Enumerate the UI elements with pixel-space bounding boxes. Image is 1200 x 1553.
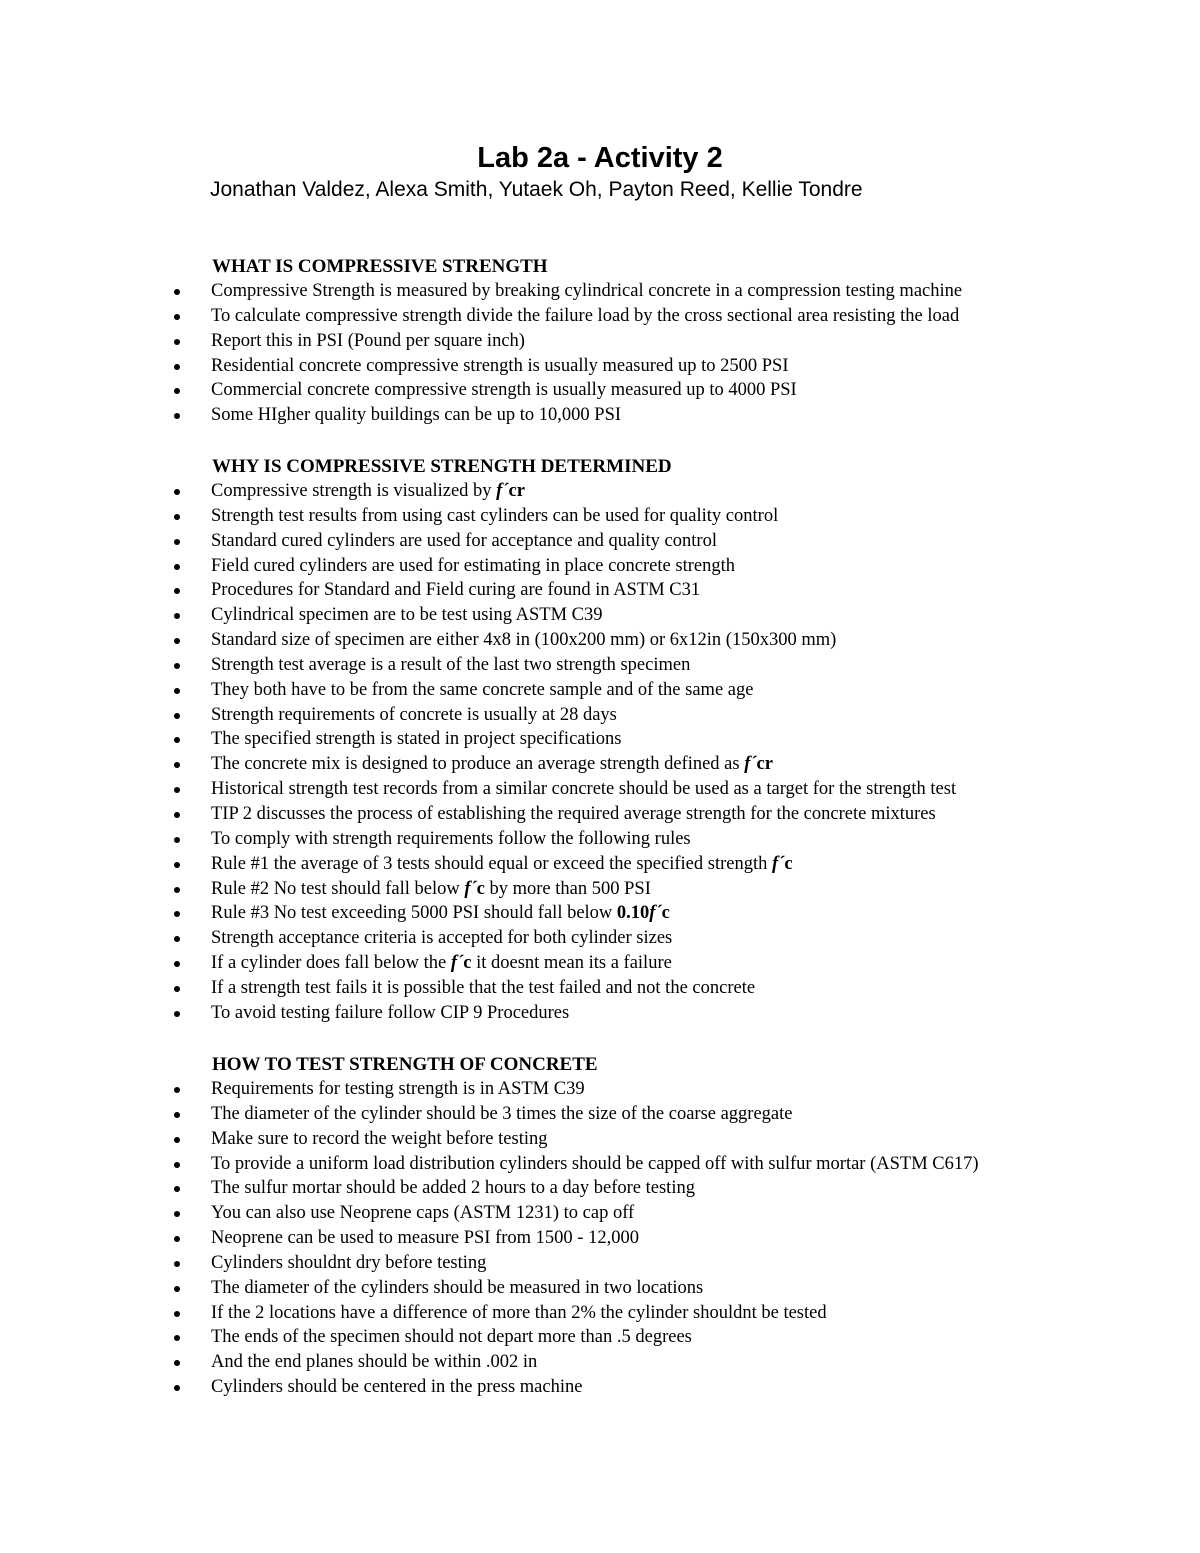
bullet-icon xyxy=(174,762,180,768)
bullet-icon xyxy=(174,1311,180,1317)
formula-symbol: f´ xyxy=(464,878,477,899)
list-item xyxy=(0,1201,1200,1226)
bullet-icon xyxy=(174,564,180,570)
section-heading: HOW TO TEST STRENGTH OF CONCRETE xyxy=(212,1054,598,1075)
list-item-text: Requirements for testing strength is in ASTM C39 xyxy=(211,1079,585,1099)
bullet-icon xyxy=(174,986,180,992)
list-item-text: TIP 2 discusses the process of establishing the required average strength for the concrete mixtures xyxy=(211,803,936,824)
list-item-text: They both have to be from the same concrete sample and of the same age xyxy=(211,679,754,700)
bullet-icon xyxy=(174,1112,180,1118)
bullet-icon xyxy=(174,713,180,719)
bullet-icon xyxy=(174,812,180,818)
list-item xyxy=(0,877,1200,902)
list-item-text: The diameter of the cylinders should be measured in two locations xyxy=(211,1277,704,1298)
bullet-icon xyxy=(174,1087,180,1093)
list-item-text: Strength acceptance criteria is accepted for both cylinder sizes xyxy=(211,928,673,949)
list-item xyxy=(0,777,1200,802)
list-item-text: If a strength test fails it is possible that the test failed and not the concrete xyxy=(211,977,756,998)
list-item-text: Commercial concrete compressive strength is usually measured up to 4000 PSI xyxy=(211,380,797,401)
list-item xyxy=(0,1251,1200,1276)
bullet-icon xyxy=(174,339,180,345)
bullet-icon xyxy=(174,961,180,967)
list-item xyxy=(0,1226,1200,1251)
bullet-icon xyxy=(174,887,180,893)
list-item xyxy=(0,279,1200,304)
formula-subscript: c xyxy=(476,878,485,899)
bullet-icon xyxy=(174,1360,180,1366)
list-item-text: Historical strength test records from a similar concrete should be used as a target for the strength test xyxy=(211,779,957,800)
list-item xyxy=(0,1325,1200,1350)
list-item-text: Rule #3 No test exceeding 5000 PSI should fall below xyxy=(211,903,617,924)
list-item-text: The specified strength is stated in project specifications xyxy=(211,729,622,750)
bullet-icon xyxy=(174,613,180,619)
formula-coefficient: 0.10 xyxy=(616,903,650,924)
bullet-icon xyxy=(174,1261,180,1267)
list-item-text: Strength test average is a result of the last two strength specimen xyxy=(211,654,691,675)
bullet-icon xyxy=(174,1186,180,1192)
list-item-text: Strength requirements of concrete is usually at 28 days xyxy=(211,704,617,725)
list-item xyxy=(0,752,1200,777)
list-item-text: Cylinders shouldnt dry before testing xyxy=(211,1252,487,1273)
list-item-text: Make sure to record the weight before testing xyxy=(211,1128,548,1149)
bullet-icon xyxy=(174,489,180,495)
bullet-icon xyxy=(174,388,180,394)
list-item xyxy=(0,703,1200,728)
list-item xyxy=(0,403,1200,428)
section-how-to-test-strength-of-concrete xyxy=(0,1052,1200,1400)
section-why-is-compressive-strength-determined xyxy=(0,454,1200,1026)
list-item-text: Report this in PSI (Pound per square inch) xyxy=(211,330,525,351)
list-item xyxy=(0,378,1200,403)
list-item xyxy=(0,354,1200,379)
list-item-text: Procedures for Standard and Field curing are found in ASTM C31 xyxy=(211,580,701,601)
section-what-is-compressive-strength xyxy=(0,254,1200,428)
list-item-text: To calculate compressive strength divide the failure load by the cross sectional area resisting the load xyxy=(211,305,960,326)
list-item xyxy=(0,529,1200,554)
list-item xyxy=(0,1276,1200,1301)
formula-subscript: c xyxy=(661,903,670,924)
list-item xyxy=(0,1077,1200,1102)
list-item-text: Some HIgher quality buildings can be up to 10,000 PSI xyxy=(211,405,622,426)
list-item-text: The ends of the specimen should not depart more than .5 degrees xyxy=(211,1327,692,1348)
bullet-icon xyxy=(174,314,180,320)
bullet-icon xyxy=(174,787,180,793)
bullet-list xyxy=(0,1077,1200,1400)
list-item-text-after: by more than 500 PSI xyxy=(484,878,651,899)
list-item-text: To comply with strength requirements follow the following rules xyxy=(211,828,691,849)
list-item xyxy=(0,901,1200,926)
document-title: Lab 2a - Activity 2 xyxy=(477,142,723,174)
bullet-icon xyxy=(174,1335,180,1341)
bullet-icon xyxy=(174,413,180,419)
section-heading: WHY IS COMPRESSIVE STRENGTH DETERMINED xyxy=(212,456,672,477)
list-item-text: Cylindrical specimen are to be test using ASTM C39 xyxy=(211,605,603,626)
formula-subscript: c xyxy=(784,853,793,874)
formula-subscript: cr xyxy=(508,481,525,501)
bullet-icon xyxy=(174,1286,180,1292)
bullet-icon xyxy=(174,663,180,669)
list-item xyxy=(0,504,1200,529)
bullet-icon xyxy=(174,737,180,743)
bullet-icon xyxy=(174,539,180,545)
bullet-icon xyxy=(174,837,180,843)
list-item xyxy=(0,951,1200,976)
bullet-icon xyxy=(174,911,180,917)
list-item-text: Cylinders should be centered in the press machine xyxy=(211,1377,583,1398)
list-item xyxy=(0,554,1200,579)
bullet-icon xyxy=(174,1385,180,1391)
bullet-list xyxy=(0,479,1200,1026)
bullet-icon xyxy=(174,862,180,868)
list-item xyxy=(0,329,1200,354)
list-item xyxy=(0,1375,1200,1400)
list-item-text: Field cured cylinders are used for estimating in place concrete strength xyxy=(211,555,735,576)
list-item xyxy=(0,1127,1200,1152)
bullet-icon xyxy=(174,688,180,694)
formula-symbol: f´ xyxy=(744,754,757,775)
list-item-text: If the 2 locations have a difference of more than 2% the cylinder shouldnt be tested xyxy=(211,1302,827,1323)
list-item xyxy=(0,479,1200,504)
list-item-text: Rule #1 the average of 3 tests should equal or exceed the specified strength xyxy=(211,853,772,874)
formula-symbol: f´ xyxy=(450,953,464,974)
bullet-icon xyxy=(174,936,180,942)
list-item xyxy=(0,1152,1200,1177)
list-item-text: To avoid testing failure follow CIP 9 Procedures xyxy=(211,1002,570,1023)
bullet-icon xyxy=(174,1236,180,1242)
author-list: Jonathan Valdez, Alexa Smith, Yutaek Oh, Payton Reed, Kellie Tondre xyxy=(210,178,863,201)
bullet-list xyxy=(0,279,1200,428)
list-item xyxy=(0,852,1200,877)
list-item-text: To provide a uniform load distribution cylinders should be capped off with sulfur mortar (ASTM C617) xyxy=(211,1153,979,1174)
list-item xyxy=(0,1176,1200,1201)
list-item xyxy=(0,827,1200,852)
list-item-text: Residential concrete compressive strength is usually measured up to 2500 PSI xyxy=(211,355,789,376)
formula-symbol: f´ xyxy=(649,903,662,924)
list-item xyxy=(0,603,1200,628)
list-item xyxy=(0,628,1200,653)
list-item-text: Rule #2 No test should fall below xyxy=(211,878,465,899)
list-item xyxy=(0,678,1200,703)
formula-symbol: f´ xyxy=(496,481,509,501)
bullet-icon xyxy=(174,364,180,370)
list-item xyxy=(0,926,1200,951)
bullet-icon xyxy=(174,1162,180,1168)
bullet-icon xyxy=(174,1211,180,1217)
list-item xyxy=(0,976,1200,1001)
list-item xyxy=(0,653,1200,678)
bullet-icon xyxy=(174,1011,180,1017)
bullet-icon xyxy=(174,289,180,295)
bullet-icon xyxy=(174,588,180,594)
list-item-text-after: it doesnt mean its a failure xyxy=(471,953,672,974)
list-item-text: Strength test results from using cast cylinders can be used for quality control xyxy=(211,505,779,526)
formula-subscript: cr xyxy=(756,754,773,775)
formula-subscript: c xyxy=(463,953,472,974)
list-item xyxy=(0,727,1200,752)
list-item xyxy=(0,1001,1200,1026)
list-item-text: Neoprene can be used to measure PSI from 1500 - 12,000 xyxy=(211,1228,639,1249)
bullet-icon xyxy=(174,638,180,644)
list-item-text: The sulfur mortar should be added 2 hours to a day before testing xyxy=(211,1178,695,1199)
section-heading: WHAT IS COMPRESSIVE STRENGTH xyxy=(212,256,548,277)
list-item xyxy=(0,304,1200,329)
list-item-text: You can also use Neoprene caps (ASTM 1231) to cap off xyxy=(211,1203,635,1224)
list-item xyxy=(0,1350,1200,1375)
list-item-text: And the end planes should be within .002 in xyxy=(211,1352,538,1373)
bullet-icon xyxy=(174,514,180,520)
list-item-text: Standard cured cylinders are used for acceptance and quality control xyxy=(211,530,717,551)
list-item xyxy=(0,578,1200,603)
list-item xyxy=(0,1301,1200,1326)
list-item-text: If a cylinder does fall below the xyxy=(211,953,451,974)
list-item-text: Compressive Strength is measured by breaking cylindrical concrete in a compression testing machine xyxy=(211,281,963,301)
list-item xyxy=(0,802,1200,827)
formula-symbol: f´ xyxy=(771,853,785,874)
list-item-text: The diameter of the cylinder should be 3 times the size of the coarse aggregate xyxy=(211,1103,793,1124)
list-item-text: The concrete mix is designed to produce an average strength defined as xyxy=(211,754,745,775)
list-item xyxy=(0,1102,1200,1127)
bullet-icon xyxy=(174,1137,180,1143)
list-item-text: Standard size of specimen are either 4x8 in (100x200 mm) or 6x12in (150x300 mm) xyxy=(211,630,837,651)
list-item-text: Compressive strength is visualized by xyxy=(211,481,497,501)
